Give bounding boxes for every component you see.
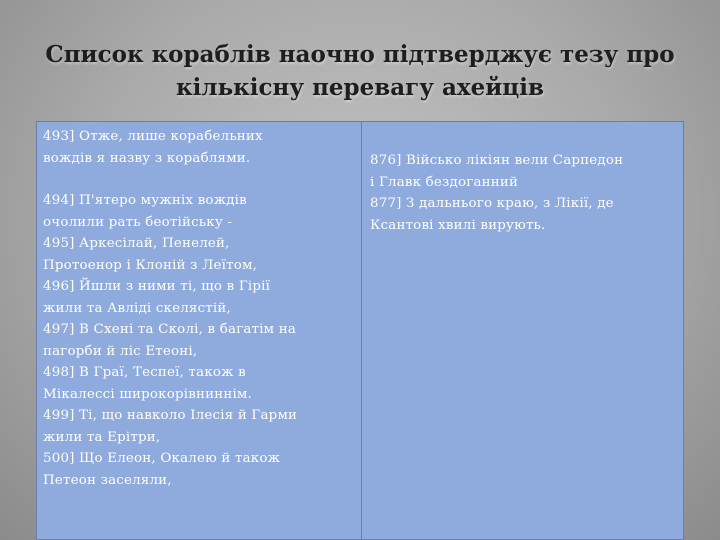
text-line: і Главк бездоганний [370,174,519,190]
text-line: 496] Йшли з ними ті, що в Гірії [43,279,271,294]
text-line: Ксантові хвилі вирують. [370,217,546,233]
slide-title [20,38,700,104]
text-line: 876] Військо лікіян вели Сарпедон [370,153,624,168]
text-line: 493] Отже, лише корабельних [43,129,263,144]
text-line: 498] В Граї, Теспеї, також в [43,365,246,380]
text-line: 495] Аркесілай, Пенелей, [43,236,230,251]
text-line: очолили рать беотійську - [43,214,233,230]
catalog-table [36,121,684,540]
text-line: 877] З дальнього краю, з Лікії, де [370,196,614,211]
text-line: 497] В Схені та Сколі, в багатім на [43,322,297,337]
text-line: Мікалессі широкорівниннім. [43,386,253,402]
paragraph-gap [43,169,357,190]
table-cell-left [37,122,362,539]
text-line: Протоенор і Клоній з Леїтом, [43,257,258,273]
text-line: 500] Що Елеон, Окалею й також [43,451,281,466]
table-cell-right [362,122,683,539]
text-line: 494] П'ятеро мужніх вождів [43,193,247,208]
text-line: 499] Ті, що навколо Ілесія й Гарми [43,408,298,423]
slide-title-line-1: Список кораблів наочно підтверджує тезу про [45,41,675,68]
text-line: жили та Ерітри, [43,429,161,445]
text-line: пагорби й ліс Етеоні, [43,343,198,359]
text-line: жили та Авліді скелястій, [43,300,231,316]
text-line: Петеон заселяли, [43,472,172,488]
text-line: вождів я назву з кораблями. [43,150,251,166]
slide-title-line-2: кількісну перевагу ахейців [176,74,544,101]
